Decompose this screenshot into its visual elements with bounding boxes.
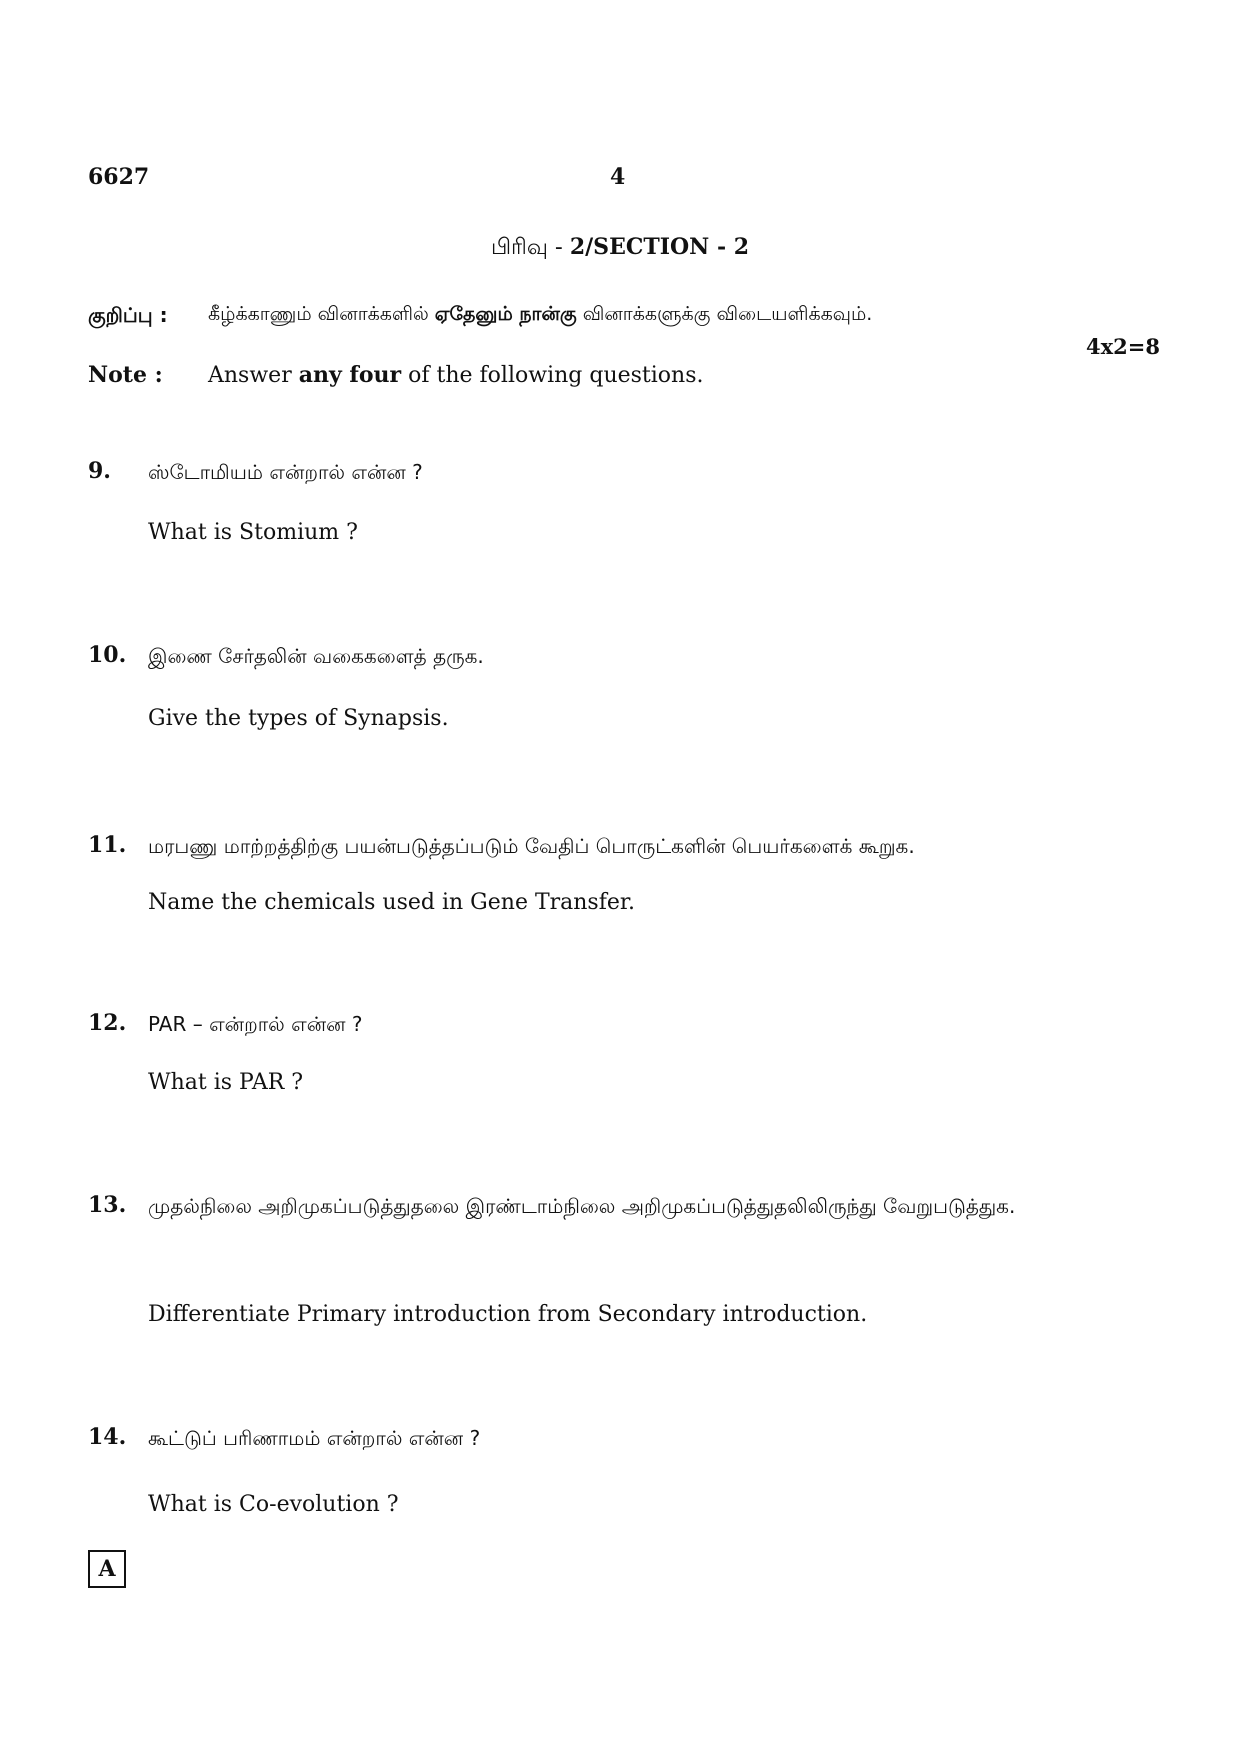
question-english: Differentiate Primary introduction from Secondary introduction. — [148, 1302, 868, 1327]
question-tamil: மரபணு மாற்றத்திற்கு பயன்படுத்தப்படும் வேதிப் பொருட்களின் பெயர்களைக் கூறுக. — [148, 834, 915, 858]
question-number: 11. — [88, 832, 127, 858]
question-english: Name the chemicals used in Gene Transfer. — [148, 890, 635, 915]
question-number: 13. — [88, 1192, 127, 1218]
question-english: Give the types of Synapsis. — [148, 706, 449, 731]
marks-scheme: 4x2=8 — [1086, 334, 1160, 359]
question-english: What is PAR ? — [148, 1070, 304, 1095]
section-heading — [0, 234, 1240, 263]
question-tamil: கூட்டுப் பரிணாமம் என்றால் என்ன ? — [148, 1426, 481, 1450]
note-english-text — [208, 362, 704, 388]
question-tamil: PAR – என்றால் என்ன ? — [148, 1012, 363, 1036]
question-tamil: ஸ்டோமியம் என்றால் என்ன ? — [148, 460, 423, 484]
question-tamil: முதல்நிலை அறிமுகப்படுத்துதலை இரண்டாம்நிலை அறிமுகப்படுத்துதலிலிருந்து வேறுபடுத்துக. — [148, 1194, 1016, 1218]
note-tamil-part2: வினாக்களுக்கு விடையளிக்கவும். — [576, 303, 873, 325]
note-english-part1: Answer — [208, 363, 299, 388]
note-tamil-label: குறிப்பு : — [88, 303, 168, 327]
question-number: 9. — [88, 458, 111, 484]
question-english: What is Stomium ? — [148, 520, 358, 545]
note-english-part2: of the following questions. — [401, 363, 704, 388]
note-tamil-part1: கீழ்க்காணும் வினாக்களில் — [208, 303, 435, 325]
question-tamil: இணை சேர்தலின் வகைகளைத் தருக. — [148, 644, 484, 668]
section-title-english: 2/SECTION - 2 — [569, 234, 750, 260]
question-english: What is Co-evolution ? — [148, 1492, 399, 1517]
question-number: 14. — [88, 1424, 127, 1450]
question-number: 12. — [88, 1010, 127, 1036]
note-tamil-text — [208, 303, 872, 328]
question-number: 10. — [88, 642, 127, 668]
paper-code: 6627 — [88, 164, 150, 190]
series-letter-box: A — [88, 1550, 126, 1588]
section-title-tamil: பிரிவு - — [490, 235, 570, 260]
note-tamil-bold: ஏதேனும் நான்கு — [434, 303, 577, 325]
page-number: 4 — [610, 164, 626, 190]
note-english-bold: any four — [298, 362, 402, 388]
note-english-label: Note : — [88, 362, 163, 388]
